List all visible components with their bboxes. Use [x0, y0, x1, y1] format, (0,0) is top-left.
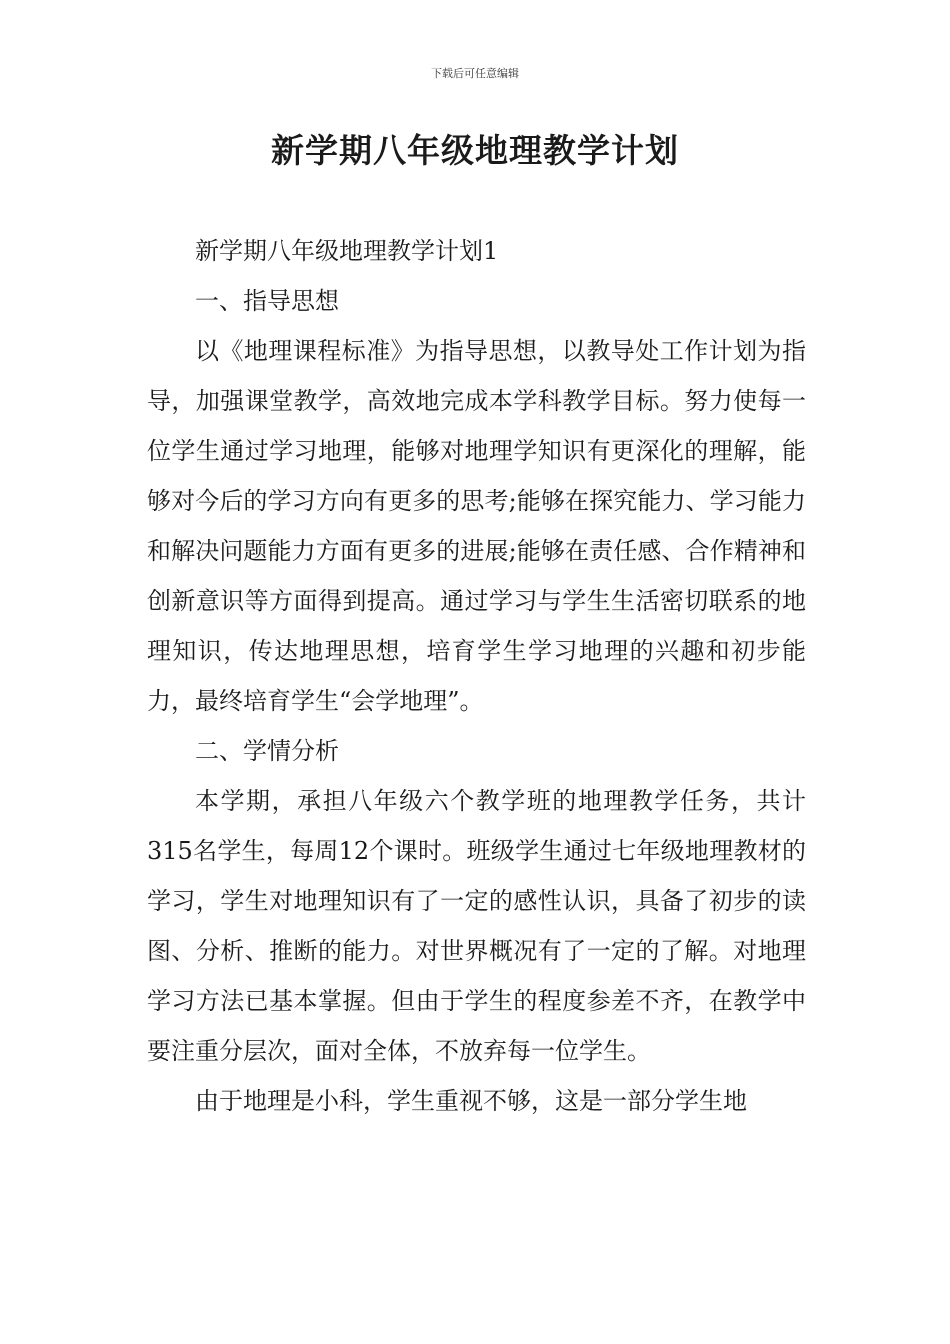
plan-subtitle: 新学期八年级地理教学计划1: [195, 237, 499, 265]
document-body: [147, 226, 806, 1126]
section-heading-student-analysis: 二、学情分析: [195, 737, 339, 765]
paragraph-student-analysis: 本学期，承担八年级六个教学班的地理教学任务，共计315名学生，每周12个课时。班级学生通过七年级地理教材的学习，学生对地理知识有了一定的感性认识，具备了初步的读图、分析、推断的能力。对世界概况有了一定的了解。对地理学习方法已基本掌握。但由于学生的程度参差不齐，在教学中要注重分层次，面对全体，不放弃每一位学生。: [147, 787, 806, 1065]
page-header-note: 下载后可任意编辑: [431, 67, 519, 80]
section-heading-guiding-ideology: 一、指导思想: [195, 287, 339, 315]
paragraph-continued: 由于地理是小科，学生重视不够，这是一部分学生地: [195, 1087, 747, 1115]
paragraph-guiding-ideology: 以《地理课程标准》为指导思想，以教导处工作计划为指导，加强课堂教学，高效地完成本学科教学目标。努力使每一位学生通过学习地理，能够对地理学知识有更深化的理解，能够对今后的学习方向有更多的思考;能够在探究能力、学习能力和解决问题能力方面有更多的进展;能够在责任感、合作精神和创新意识等方面得到提高。通过学习与学生生活密切联系的地理知识，传达地理思想，培育学生学习地理的兴趣和初步能力，最终培育学生“会学地理”。: [147, 337, 806, 715]
document-title: 新学期八年级地理教学计划: [271, 131, 679, 170]
